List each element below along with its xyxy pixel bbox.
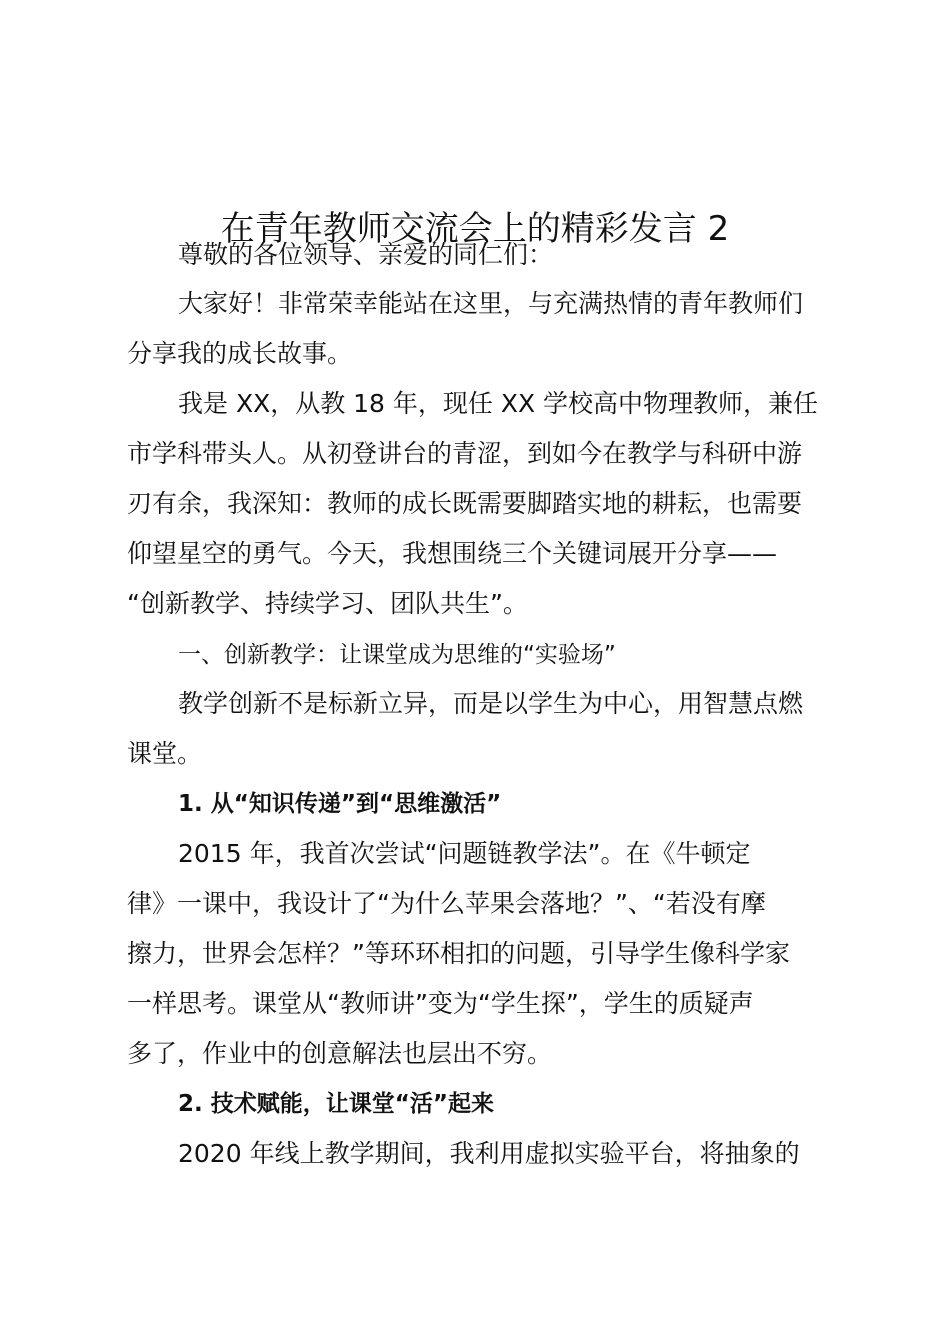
section-heading: 一、创新教学：让课堂成为思维的“实验场”	[178, 642, 616, 668]
paragraph-line: 课堂。	[127, 739, 203, 768]
salutation: 尊敬的各位领导、亲爱的同仁们：	[178, 240, 554, 269]
paragraph-line: 一样思考。课堂从“教师讲”变为“学生探”，学生的质疑声	[127, 989, 754, 1018]
subsection-heading: 2. 技术赋能，让课堂“活”起来	[178, 1091, 494, 1117]
document-title: 在青年教师交流会上的精彩发言 2	[220, 208, 730, 249]
paragraph-line: 2020 年线上教学期间，我利用虚拟实验平台，将抽象的	[178, 1139, 800, 1168]
paragraph-line: “创新教学、持续学习、团队共生”。	[127, 589, 528, 618]
paragraph-line: 分享我的成长故事。	[127, 339, 353, 368]
paragraph-line: 教学创新不是标新立异，而是以学生为中心，用智慧点燃	[178, 689, 804, 718]
paragraph-line: 仰望星空的勇气。今天，我想围绕三个关键词展开分享——	[127, 539, 778, 568]
paragraph-line: 大家好！非常荣幸能站在这里，与充满热情的青年教师们	[178, 289, 804, 318]
paragraph-line: 多了，作业中的创意解法也层出不穷。	[127, 1039, 553, 1068]
paragraph-line: 市学科带头人。从初登讲台的青涩，到如今在教学与科研中游	[127, 439, 803, 468]
paragraph-line: 擦力，世界会怎样？”等环环相扣的问题，引导学生像科学家	[127, 939, 790, 968]
paragraph-line: 刃有余，我深知：教师的成长既需要脚踏实地的耕耘，也需要	[127, 489, 803, 518]
paragraph-line: 2015 年，我首次尝试“问题链教学法”。在《牛顿定	[178, 839, 751, 868]
paragraph-line: 律》一课中，我设计了“为什么苹果会落地？”、“若没有摩	[127, 889, 766, 918]
paragraph-line: 我是 XX，从教 18 年，现任 XX 学校高中物理教师，兼任	[178, 389, 819, 418]
subsection-heading: 1. 从“知识传递”到“思维激活”	[178, 791, 502, 817]
